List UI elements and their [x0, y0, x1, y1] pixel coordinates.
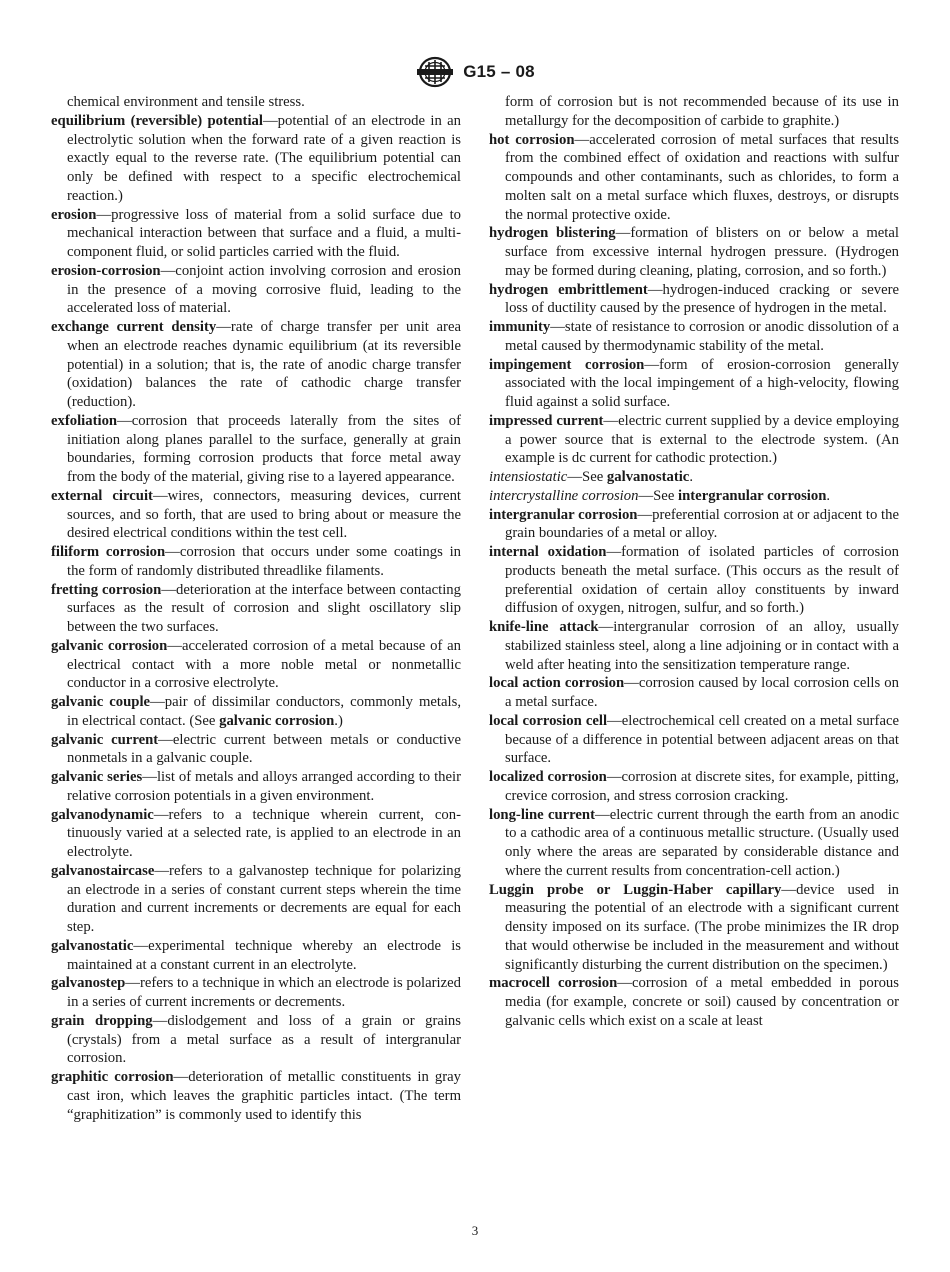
- entry-term: intergranular corrosion: [489, 506, 638, 523]
- glossary-entry: [51, 974, 461, 1012]
- entry-term: impressed current: [489, 412, 604, 429]
- entry-definition: —corrosion of a metal embedded in porous media (for example, concrete or soil) caused by concentration or galvanic cells which exist on a scale at least: [505, 975, 899, 1029]
- glossary-entry: [51, 412, 461, 487]
- entry-definition: —accelerated corrosion of metal surfaces that results from the combined effect of oxidation and reactions with sulfur compounds and other contaminants, such as chlorides, to form a molten salt on a metal surface which fluxes, destroys, or disrupts the normal protective oxide.: [505, 131, 899, 223]
- glossary-entry: [51, 806, 461, 862]
- entry-term: exchange current density: [51, 319, 217, 335]
- entry-term: macrocell corrosion: [489, 975, 618, 992]
- entry-term: galvanic couple: [51, 694, 151, 710]
- glossary-entry: [489, 712, 899, 768]
- entry-term: galvanic current: [51, 731, 159, 748]
- entry-term: local action corrosion: [489, 675, 625, 692]
- entry-term: hydrogen blistering: [489, 225, 616, 242]
- glossary-entry: [51, 862, 461, 937]
- glossary-entry: [489, 543, 899, 618]
- entry-definition: —deterioration at the interface between contacting surfaces as the result of corrosion and slight oscillatory slip between the two surfaces.: [67, 581, 461, 635]
- glossary-entry: [489, 487, 899, 506]
- glossary-entry: [51, 937, 461, 975]
- entry-definition: —corrosion at discrete sites, for example, pitting, crevice corrosion, and stress corrosion cracking.: [505, 769, 899, 804]
- entry-definition: —accelerated corrosion of a metal because of an electrical contact with a more noble metal or nonmetallic conductor in a corrosive electrolyte.: [67, 637, 461, 692]
- entry-tail: .: [689, 469, 694, 485]
- entry-definition: —device used in measuring the potential of an electrode with a significant current density imposed on its surface. (The probe minimizes the IR drop that would otherwise be included in the measurement and without significantly disturbing the current distribution on the specimen.): [505, 881, 899, 973]
- entry-definition: —progressive loss of material from a solid surface due to mechanical interaction between that surface and a fluid, a multi-component fluid, or solid particles carried with the fluid.: [67, 206, 461, 260]
- entry-definition: —list of metals and alloys arranged according to their relative corrosion potentials in a given environment.: [67, 769, 461, 804]
- entry-definition: —formation of isolated particles of corrosion products beneath the metal surface. (This occurs as the result of preferential oxidation of certain alloy constituents by inward diffusion of oxygen, nitrogen, sulfur, and so forth.): [505, 544, 899, 617]
- glossary-entry: [51, 487, 461, 543]
- entry-definition: —deterioration of metallic constituents in gray cast iron, which leaves the graphitic particles intact. (The term “graphitization” is commonly used to identify this: [67, 1069, 462, 1123]
- glossary-entry: [489, 674, 899, 712]
- entry-term: grain dropping: [51, 1012, 153, 1029]
- entry-text: form of corrosion but is not recommended because of its use in metallurgy for the decomposition of carbide to graphite.): [505, 94, 899, 129]
- entry-definition: —electric current through the earth from an anodic to a cathodic area of a continuous metallic structure. (Usually used only where the areas are separated by considerable distance and where the current results from concentration-cell action.): [505, 806, 899, 879]
- glossary-entry: [51, 637, 461, 693]
- page-number: 3: [471, 1223, 479, 1238]
- entry-term: equilibrium (reversible) potential: [51, 112, 263, 129]
- glossary-entry: [51, 1068, 461, 1124]
- glossary-entry: [51, 206, 461, 262]
- standard-designation: G15 – 08: [463, 62, 535, 81]
- entry-term: fretting corrosion: [51, 581, 162, 598]
- entry-term: erosion-corrosion: [51, 262, 161, 279]
- entry-term: external circuit: [51, 487, 153, 504]
- page-header: [0, 56, 950, 88]
- entry-definition: —corrosion caused by local corrosion cells on a metal surface.: [505, 675, 899, 710]
- entry-term: localized corrosion: [489, 769, 607, 785]
- entry-term: exfoliation: [51, 412, 118, 429]
- glossary-entry: [51, 731, 461, 769]
- glossary-entry: [51, 112, 461, 206]
- entry-term: galvanic series: [51, 769, 143, 785]
- entry-definition: —electric current between metals or conductive nonmetals in a galvanic couple.: [67, 731, 461, 767]
- glossary-entry: [489, 618, 899, 674]
- entry-term: graphitic corrosion: [51, 1069, 174, 1085]
- entry-definition: —preferential corrosion at or adjacent to the grain boundaries of a metal or alloy.: [505, 506, 899, 542]
- glossary-entry: [489, 974, 899, 1030]
- entry-definition: —wires, connectors, measuring devices, current sources, and so forth, that are used to bring about or measure the desired electrical conditions within the test cell.: [67, 487, 461, 542]
- entry-term: galvanodynamic: [51, 806, 154, 823]
- cross-reference: galvanic corrosion: [219, 712, 335, 729]
- entry-definition: —corrosion that proceeds laterally from the sites of initiation along planes parallel to the surface, generally at grain boundaries, forming corrosion products that force metal away from the body of the material, giving rise to a layered appearance.: [67, 412, 461, 485]
- entry-term: hydrogen embrittlement: [489, 281, 648, 298]
- glossary-entry: [51, 543, 461, 581]
- entry-term: galvanostep: [51, 975, 126, 992]
- glossary-entry: [51, 581, 461, 637]
- entry-definition: —pair of dissimilar conductors, commonly metals, in electrical contact. (See: [67, 694, 461, 729]
- entry-text: chemical environment and tensile stress.: [67, 94, 305, 110]
- entry-definition: —state of resistance to corrosion or anodic dissolution of a metal caused by thermodynamic stability of the metal.: [505, 319, 899, 354]
- glossary-entry: [489, 318, 899, 356]
- entry-definition: —electric current supplied by a device employing a power source that is external to the electrode system. (An example is dc current for cathodic protection.): [505, 412, 899, 467]
- glossary-entry: [489, 131, 899, 225]
- entry-term: galvanic corrosion: [51, 637, 168, 654]
- continued-text: [51, 93, 461, 112]
- entry-term: intercrystalline corrosion: [489, 487, 639, 504]
- entry-definition: —experimental technique whereby an electrode is maintained at a constant current in an electrolyte.: [67, 937, 461, 973]
- entry-definition: —potential of an electrode in an electrolytic solution when the forward rate of a given reaction is exactly equal to the reverse rate. (The equilibrium potential can only be defined with respect to a specific electrochemical reaction.): [67, 112, 462, 204]
- glossary-entry: [51, 318, 461, 412]
- entry-term: erosion: [51, 206, 97, 223]
- entry-term: galvanostaircase: [51, 862, 155, 879]
- entry-definition: —intergranular corrosion of an alloy, usually stabilized stainless steel, along a line adjoining or in contact with a weld after heating into the sensitization temperature range.: [505, 619, 899, 673]
- right-column: [489, 93, 899, 1031]
- glossary-entry: [51, 768, 461, 806]
- entry-tail: .: [826, 487, 831, 504]
- entry-definition: —hydrogen-induced cracking or severe loss of ductility caused by the presence of hydrogen in the metal.: [505, 281, 899, 317]
- cross-reference: galvanostatic: [606, 469, 690, 485]
- entry-definition: —formation of blisters on or below a metal surface from excessive internal hydrogen pressure. (Hydrogen may be formed during cleaning, plating, corrosion, and so forth.): [505, 225, 899, 279]
- glossary-entry: [51, 262, 461, 318]
- glossary-entry: [489, 224, 899, 280]
- astm-logo-icon: [415, 56, 455, 88]
- entry-definition: —form of erosion-corrosion generally associated with the local impingement of a high-velocity, flowing fluid against a solid surface.: [505, 356, 899, 410]
- glossary-entry: [489, 881, 899, 975]
- entry-definition: —dislodgement and loss of a grain or grains (crystals) from a metal surface as a result of intergranular corrosion.: [67, 1012, 461, 1067]
- entry-term: local corrosion cell: [489, 712, 608, 729]
- entry-term: Luggin probe or Luggin-Haber capillary: [489, 881, 782, 898]
- glossary-entry: [51, 1012, 461, 1068]
- glossary-entry: [51, 693, 461, 731]
- entry-definition: —electrochemical cell created on a metal surface because of a difference in potential between adjacent areas on that surface.: [505, 712, 900, 767]
- entry-term: filiform corrosion: [51, 544, 166, 560]
- entry-term: intensiostatic: [489, 469, 568, 485]
- entry-definition: —refers to a technique wherein current, continuously varied at a selected rate, is applied to an electrode in an electrolyte.: [67, 806, 461, 860]
- cross-reference: intergranular corrosion: [678, 487, 827, 504]
- entry-definition: —corrosion that occurs under some coatings in the form of randomly distributed threadlike filaments.: [67, 544, 461, 579]
- entry-definition: —conjoint action involving corrosion and erosion in the presence of a moving corrosive fluid, leading to the accelerated loss of material.: [67, 262, 461, 317]
- entry-term: internal oxidation: [489, 544, 607, 560]
- entry-term: impingement corrosion: [489, 356, 645, 373]
- entry-tail: .): [334, 712, 343, 729]
- glossary-entry: [489, 506, 899, 544]
- entry-definition: —refers to a technique in which an electrode is polarized in a series of current increments or decrements.: [67, 975, 461, 1010]
- entry-term: long-line current: [489, 806, 595, 823]
- entry-term: knife-line attack: [489, 619, 599, 635]
- entry-term: hot corrosion: [489, 131, 575, 148]
- glossary-entry: [489, 468, 899, 487]
- continued-text: [489, 93, 899, 131]
- entry-definition: —rate of charge transfer per unit area when an electrode reaches dynamic equilibrium (at its reversible potential) in a solution; that is, the rate of anodic charge transfer (oxidation) balances the rate of cathodic charge transfer (reduction).: [67, 319, 461, 410]
- left-column: [51, 93, 461, 1124]
- entry-definition: —See: [638, 487, 679, 504]
- glossary-entry: [489, 412, 899, 468]
- glossary-entry: [489, 281, 899, 319]
- entry-definition: —See: [567, 469, 607, 485]
- entry-term: galvanostatic: [51, 937, 134, 954]
- glossary-entry: [489, 768, 899, 806]
- glossary-entry: [489, 806, 899, 881]
- entry-definition: —refers to a galvanostep technique for polarizing an electrode in a series of constant current steps wherein the time duration and current increments or decrements are equal for each step.: [67, 862, 461, 935]
- glossary-entry: [489, 356, 899, 412]
- entry-term: immunity: [489, 319, 551, 335]
